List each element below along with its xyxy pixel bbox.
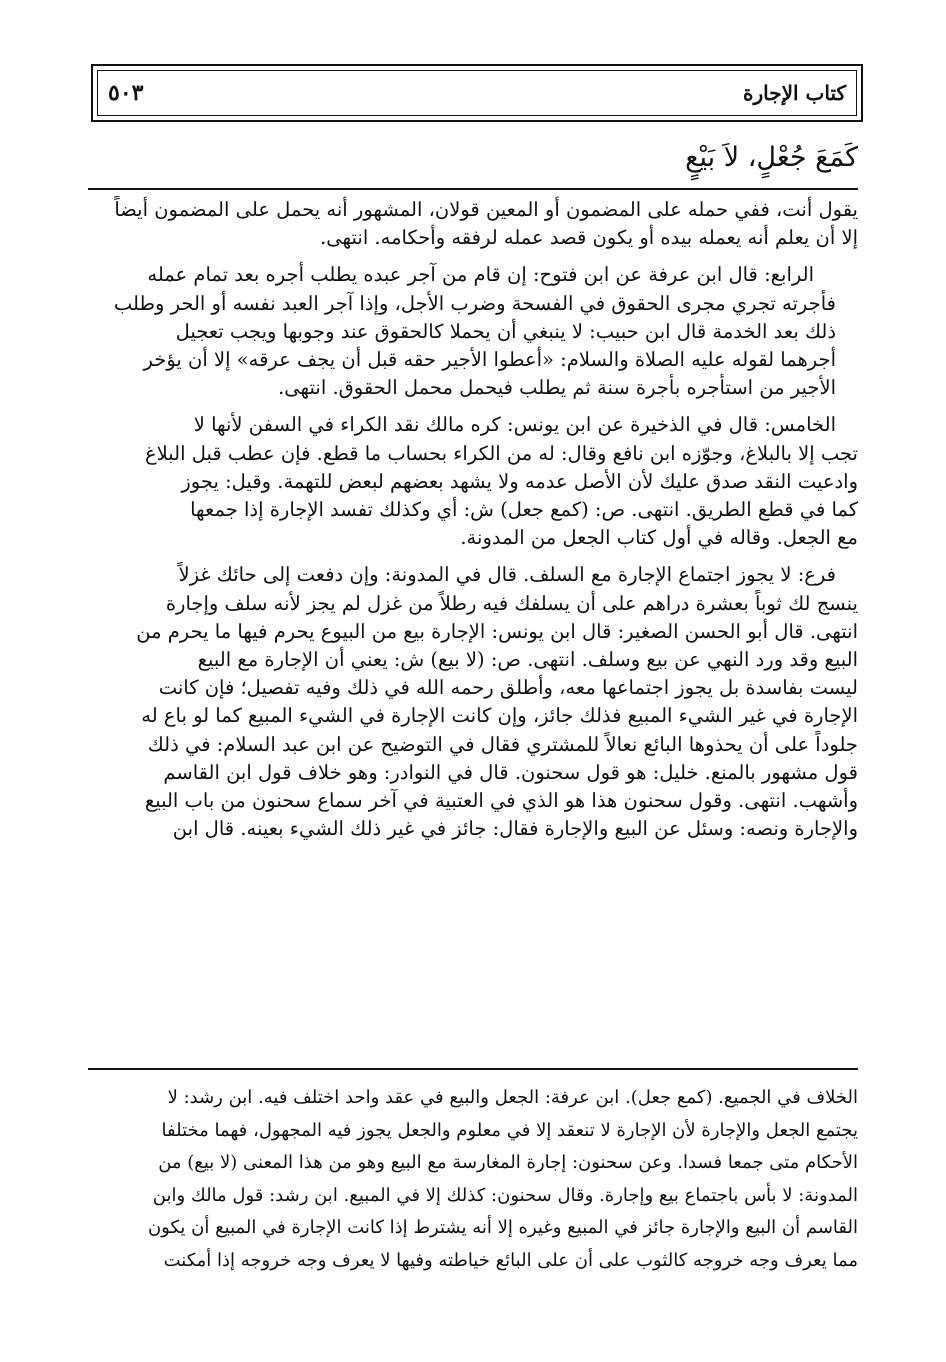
text-line: أجرهما لقوله عليه الصلاة والسلام: «أعطوا الأجير حقه قبل أن يجف عرقه» إلا أن يؤخر [143,348,836,372]
text-line: ذلك بعد الخدمة قال ابن حبيب: لا ينبغي أن يحملا كالحقوق عند وجوبها ويجب تعجيل [175,319,836,343]
paragraph-4 [86,561,858,843]
paragraph-1 [86,196,858,252]
text-line: تجب إلا بالبلاغ، وجوّزه ابن نافع وقال: له من الكراء بحساب ما قطع. فإن عطب قبل البلاغ [145,441,858,465]
text-line: البيع وقد ورد النهي عن بيع وسلف. انتهى. ص: (لا بيع) ش: يعني أن الإجارة مع البيع [197,648,858,672]
footnote-line: القاسم أن البيع والإجارة جائز في المبيع وغيره إلا أنه يشترط إذا كانت الإجارة في المبيع أن يكون [147,1217,858,1239]
footnote-paragraph [86,1082,858,1278]
text-line: انتهى. قال أبو الحسن الصغير: قال ابن يونس: الإجارة بيع من البيوع يحرم فيها ما يحرم من [136,619,858,643]
text-line: فرع: لا يجوز اجتماع الإجارة مع السلف. قال في المدونة: وإن دفعت إلى حائك غزلاً [178,563,836,587]
text-line: وادعيت النقد صدق عليك لأن الأصل عدمه ولا يشهد بعضهم لبعض للتهمة. وقيل: يجوز [181,469,858,493]
text-line: الأجير من استأجره بأجرة سنة ثم يطلب فيحمل محمل الحقوق. انتهى. [278,376,836,400]
page-header [97,70,857,116]
text-line: إلا أن يعلم أنه يعمله بيده أو يكون قصد عمله لرفقه وأحكامه. انتهى. [320,226,858,250]
footnote-line: المدونة: لا بأس باجتماع بيع وإجارة. وقال سحنون: كذلك إلا في المبيع. ابن رشد: قول مالك وابن [152,1184,858,1206]
matn-divider [88,188,858,190]
text-line: فأجرته تجري مجرى الحقوق في الفسحة وضرب الأجل، وإذا آجر العبد نفسه أو الحر وطلب [113,291,836,315]
footnote-block [86,1082,858,1278]
footnote-line: يجتمع الجعل والإجارة لأن الإجارة لا تنعقد إلا في معلوم والجعل يجوز فيه المجهول، فهما مختلفا [161,1119,858,1141]
text-line: مع الجعل. وقاله في أول كتاب الجعل من المدونة. [460,526,858,550]
text-line: قول مشهور بالمنع. خليل: هو قول سحنون. قال في النوادر: وهو خلاف قول ابن القاسم [163,760,858,784]
main-commentary [86,196,858,852]
text-line: جلوداً على أن يحذوها البائع نعالاً للمشتري فقال في التوضيح عن ابن عبد السلام: في ذلك [147,732,858,756]
running-title: كتاب الإجارة [743,81,846,105]
footnote-line: مما يعرف وجه خروجه كالثوب على أن على البائع خياطته وفيها لا يعرف وجه خروجه إذا أمكنت [163,1249,858,1271]
text-line: الإجارة في غير الشيء المبيع فذلك جائز، وإن كانت الإجارة في الشيء المبيع كما لو باع له [141,704,858,728]
text-line: الخامس: قال في الذخيرة عن ابن يونس: كره مالك نقد الكراء في السفن لأنها لا [193,413,836,437]
text-line: والإجارة ونصه: وسئل عن البيع والإجارة فقال: جائز في غير ذلك الشيء بعينه. قال ابن [172,817,858,841]
paragraph-2 [86,261,858,402]
page-number: ٥٠٣ [108,80,144,106]
footnote-divider [88,1068,858,1070]
text-line: ينسج لك ثوباً بعشرة دراهم على أن يسلفك فيه رطلاً من غزل لم يجز لأنه سلف وإجارة [165,591,858,615]
text-line: ليست بفاسدة بل يجوز اجتماعها معه، وأطلق رحمه الله في ذلك وفيه تفصيل؛ فإن كانت [158,676,858,700]
text-line: كما في قطع الطريق. انتهى. ص: (كمع جعل) ش: أي وكذلك تفسد الإجارة إذا جمعها [190,498,858,522]
text-line: الرابع: قال ابن عرفة عن ابن فتوح: إن قام من آجر عبده يطلب أجره بعد تمام عمله [147,263,814,287]
footnote-line: الخلاف في الجميع. (كمع جعل). ابن عرفة: الجعل والبيع في عقد واحد اختلف فيه. ابن رشد: لا [167,1087,858,1108]
matn-heading: كَمَعَ جُعْلٍ، لاَ بَيْعٍ [685,142,858,173]
paragraph-3 [86,411,858,552]
footnote-line: الأحكام متى جمعا فسدا. وعن سحنون: إجارة المغارسة مع البيع وهو من هذا المعنى (لا بيع) من [158,1152,858,1174]
text-line: وأشهب. انتهى. وقول سحنون هذا هو الذي في العتبية في آخر سماع سحنون من باب البيع [144,789,858,813]
text-line: يقول أنت، ففي حمله على المضمون أو المعين قولان، المشهور أنه يحمل على المضمون أيضاً [114,198,858,221]
